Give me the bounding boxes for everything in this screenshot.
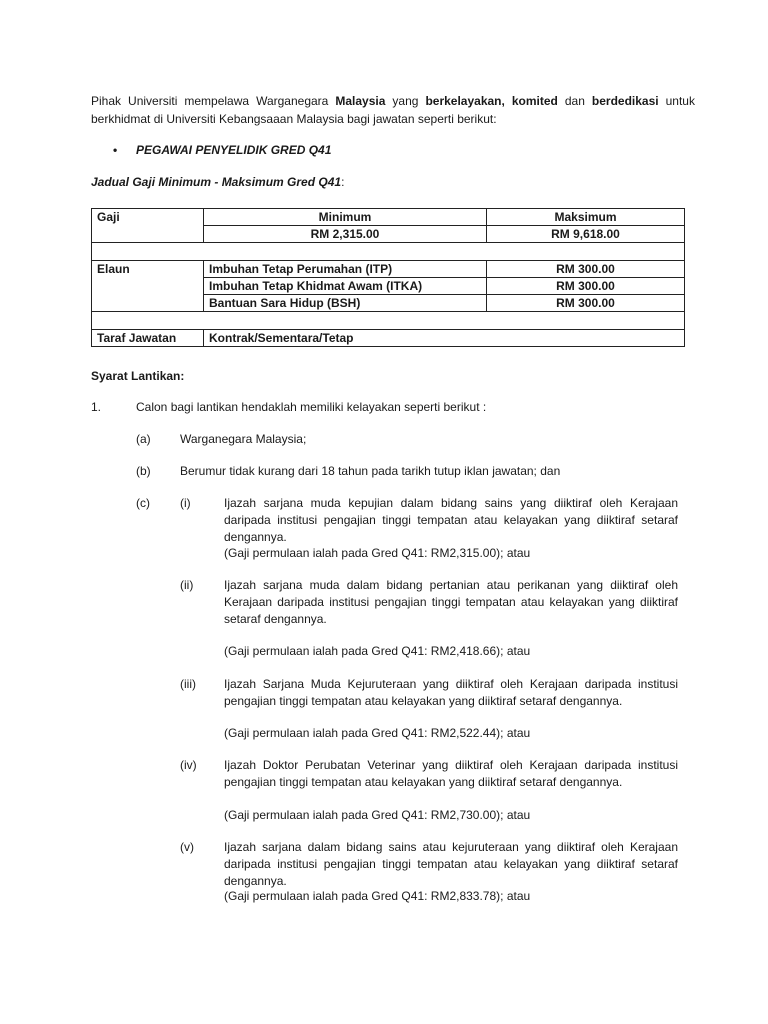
table-spacer-row: [92, 243, 685, 261]
req-b-label: (b): [136, 464, 151, 478]
item-text: Ijazah sarjana muda kepujian dalam bidang sains yang diiktiraf oleh Kerajaan daripada institusi pengajian tinggi tempatan atau kelayakan yang diiktiraf setaraf dengannya.: [224, 496, 678, 544]
req-a-label: (a): [136, 432, 151, 446]
position-title: PEGAWAI PENYELIDIK GRED Q41: [136, 143, 332, 157]
taraf-value: Kontrak/Sementara/Tetap: [204, 330, 685, 347]
allowance-amount: RM 300.00: [487, 295, 685, 312]
salary-table-title: [91, 175, 344, 189]
spacer-cell: [92, 312, 685, 330]
item-label: (ii): [180, 578, 194, 592]
req-number: 1.: [91, 400, 102, 414]
min-value: RM 2,315.00: [204, 226, 487, 243]
intro-paragraph: [91, 92, 695, 128]
table-row: [92, 209, 685, 226]
max-value: RM 9,618.00: [487, 226, 685, 243]
intro-text-1: Pihak Universiti mempelawa Warganegara: [91, 94, 336, 108]
allowance-name: Bantuan Sara Hidup (BSH): [204, 295, 487, 312]
intro-text-4: untuk berkhidmat di Universiti Kebangsaaan Malaysia bagi jawatan seperti berikut:: [91, 94, 695, 126]
table-spacer-row: [92, 312, 685, 330]
allowance-name: Imbuhan Tetap Perumahan (ITP): [204, 261, 487, 278]
taraf-label: Taraf Jawatan: [92, 330, 204, 347]
item-label: (i): [180, 496, 191, 510]
allowance-amount: RM 300.00: [487, 261, 685, 278]
item-label: (iv): [180, 758, 197, 772]
salary-table: [91, 208, 685, 347]
salary-table-title-main: Jadual Gaji Minimum - Maksimum Gred Q41: [91, 175, 342, 189]
table-row: [92, 261, 685, 278]
syarat-heading: Syarat Lantikan:: [91, 369, 185, 383]
min-header: Minimum: [204, 209, 487, 226]
allowance-amount: RM 300.00: [487, 278, 685, 295]
req-b-text: Berumur tidak kurang dari 18 tahun pada tarikh tutup iklan jawatan; dan: [180, 464, 561, 478]
allowance-name: Imbuhan Tetap Khidmat Awam (ITKA): [204, 278, 487, 295]
gaji-label: Gaji: [92, 209, 204, 243]
elaun-label: Elaun: [92, 261, 204, 312]
spacer-cell: [92, 243, 685, 261]
item-salary: (Gaji permulaan ialah pada Gred Q41: RM2,315.00); atau: [224, 546, 531, 560]
intro-text-2: yang: [385, 94, 426, 108]
item-salary: (Gaji permulaan ialah pada Gred Q41: RM2,730.00); atau: [224, 808, 531, 822]
item-text: Ijazah Sarjana Muda Kejuruteraan yang diiktiraf oleh Kerajaan daripada institusi pengajian tinggi tempatan atau kelayakan yang diiktiraf setaraf dengannya.: [224, 677, 678, 708]
item-label: (v): [180, 840, 194, 854]
intro-bold-berkelayakan: berkelayakan, komited: [425, 94, 558, 108]
item-salary: (Gaji permulaan ialah pada Gred Q41: RM2,522.44); atau: [224, 726, 531, 740]
bullet-icon: •: [113, 143, 118, 157]
req-c-label: (c): [136, 496, 150, 510]
item-salary: (Gaji permulaan ialah pada Gred Q41: RM2,418.66); atau: [224, 644, 531, 658]
item-label: (iii): [180, 677, 196, 691]
item-text: Ijazah sarjana dalam bidang sains atau kejuruteraan yang diiktiraf oleh Kerajaan daripada institusi pengajian tinggi tempatan atau kelayakan yang diiktiraf setaraf dengannya.: [224, 840, 678, 888]
intro-bold-malaysia: Malaysia: [335, 94, 386, 108]
item-text: Ijazah Doktor Perubatan Veterinar yang diiktiraf oleh Kerajaan daripada institusi pengajian tinggi tempatan atau kelayakan yang diiktiraf setaraf dengannya.: [224, 758, 678, 789]
item-text: Ijazah sarjana muda dalam bidang pertanian atau perikanan yang diiktiraf oleh Kerajaan daripada institusi pengajian tinggi tempatan atau kelayakan yang diiktiraf setaraf dengannya.: [224, 578, 678, 626]
req-a-text: Warganegara Malaysia;: [180, 432, 307, 446]
item-salary: (Gaji permulaan ialah pada Gred Q41: RM2,833.78); atau: [224, 889, 531, 903]
max-header: Maksimum: [487, 209, 685, 226]
req-lead: Calon bagi lantikan hendaklah memiliki kelayakan seperti berikut :: [136, 400, 487, 414]
intro-text-3: dan: [557, 94, 592, 108]
intro-bold-berdedikasi: berdedikasi: [591, 94, 659, 108]
table-row: [92, 330, 685, 347]
salary-table-title-suffix: :: [341, 175, 345, 189]
